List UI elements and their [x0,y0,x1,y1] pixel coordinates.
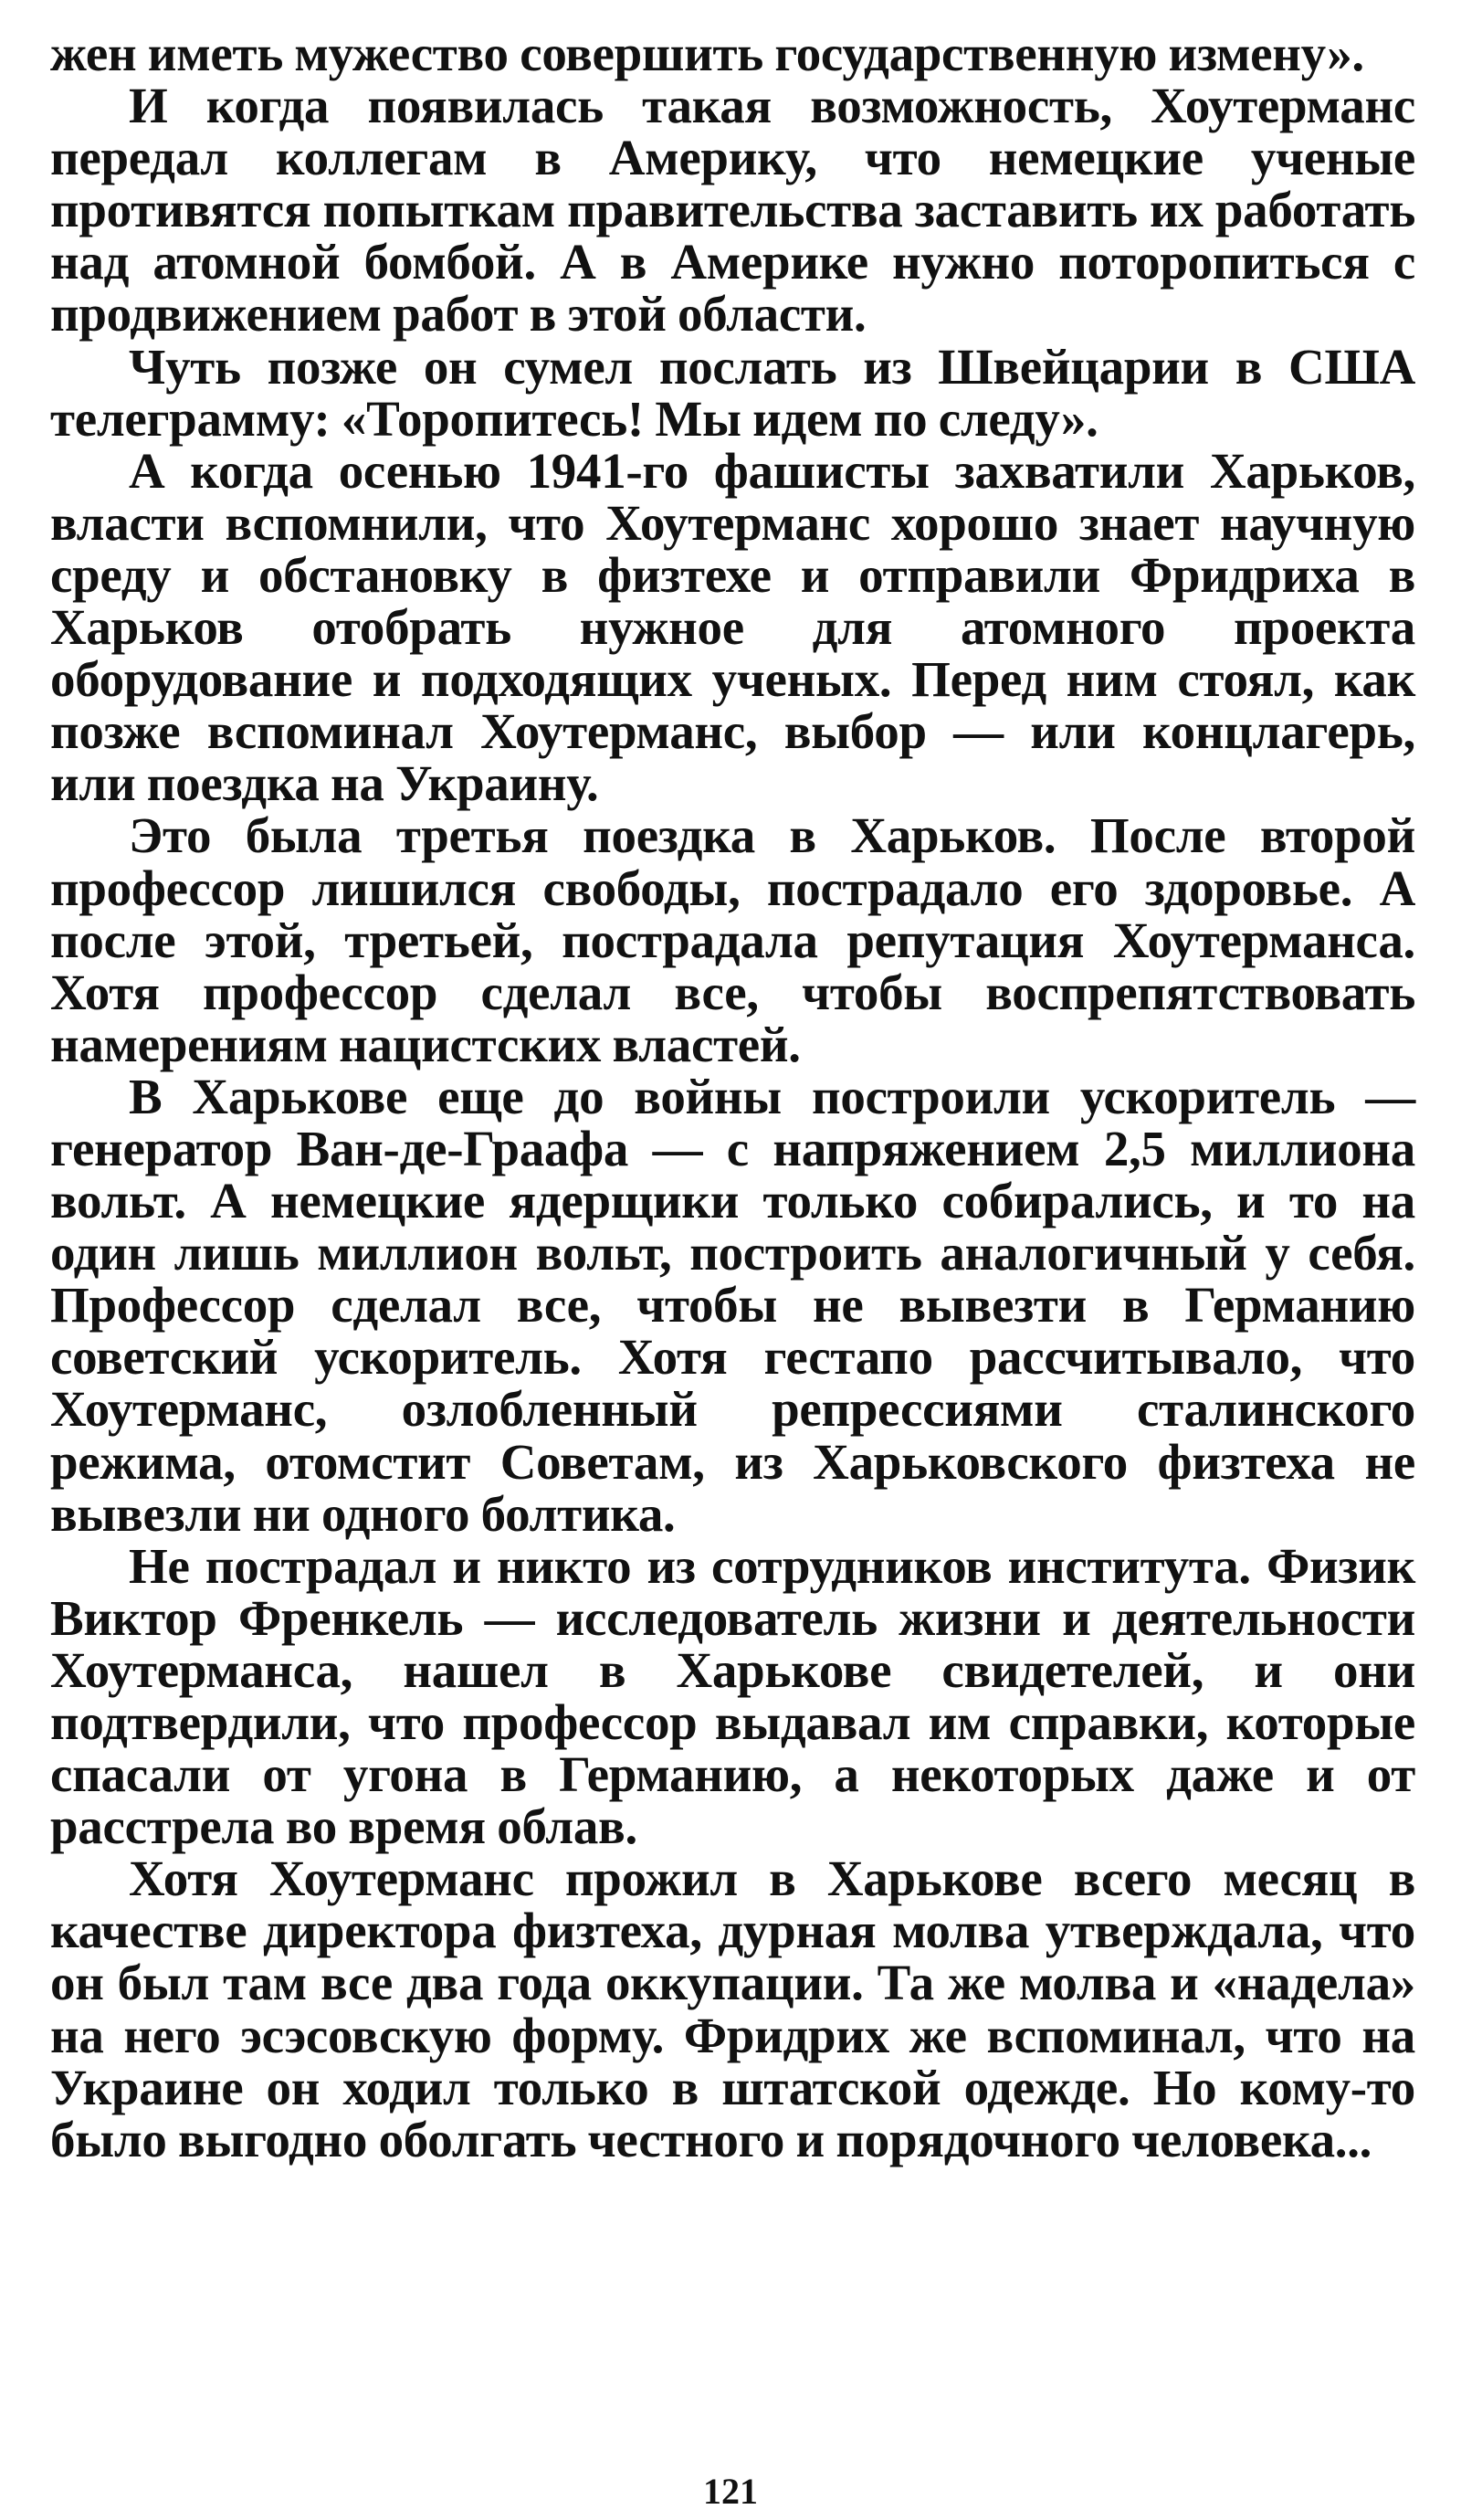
paragraph-5: Это была третья поездка в Харьков. После второй профессор лишился свободы, пострадало его здоровье. А после этой, третьей, пострадала репутация Хоутерманса. Хотя профессор сделал все, чтобы воспрепятствовать намерениям нацистских властей. [50,807,1415,1072]
paragraph-4: А когда осенью 1941-го фашисты захватили Харьков, власти вспомнили, что Хоутерманс хорошо знает научную среду и обстановку в физтехе и отправили Фридриха в Харьков отобрать нужное для атомного проекта оборудование и подходящих ученых. Перед ним стоял, как позже вспоминал Хоутерманс, выбор — или концлагерь, или поездка на Украину. [50,442,1415,812]
paragraph-3: Чуть позже он сумел послать из Швейцарии в США телеграмму: «Торопитесь! Мы идем по следу». [50,338,1415,447]
page-number: 121 [703,2471,758,2512]
paragraph-8: Хотя Хоутерманс прожил в Харькове всего месяц в качестве директора физтеха, дурная молва утверждала, что он был там все два года оккупации. Та же молва и «надела» на него эсэсовскую форму. Фридрих же вспоминал, что на Украине он ходил только в штатской одежде. Но кому-то было выгодно оболгать честного и порядочного человека... [50,1850,1415,2167]
paragraph-7: Не пострадал и никто из сотрудников института. Физик Виктор Френкель — исследователь жизни и деятельности Хоутерманса, нашел в Харькове свидетелей, и они подтвердили, что профессор выдавал им справки, которые спасали от угона в Германию, а некоторых даже и от расстрела во время облав. [50,1537,1415,1855]
paragraph-6: В Харькове еще до войны построили ускоритель — генератор Ван-де-Граафа — с напряжением 2,5 миллиона вольт. А немецкие ядерщики только собирались, и то на один лишь миллион вольт, построить аналогичный у себя. Профессор сделал все, чтобы не вывезти в Германию советский ускоритель. Хотя гестапо рассчитывало, что Хоутерманс, озлобленный репрессиями сталинского режима, отомстит Советам, из Харьковского физтеха не вывезли ни одного болтика. [50,1068,1415,1542]
paragraph-2: И когда появилась такая возможность, Хоутерманс передал коллегам в Америку, что немецкие ученые противятся попыткам правительства заставить их работать над атомной бомбой. А в Америке нужно поторопиться с продвижением работ в этой области. [50,78,1415,343]
paragraph-1: жен иметь мужество совершить государственную измену». [50,26,1364,81]
book-page-text [50,27,1415,2166]
